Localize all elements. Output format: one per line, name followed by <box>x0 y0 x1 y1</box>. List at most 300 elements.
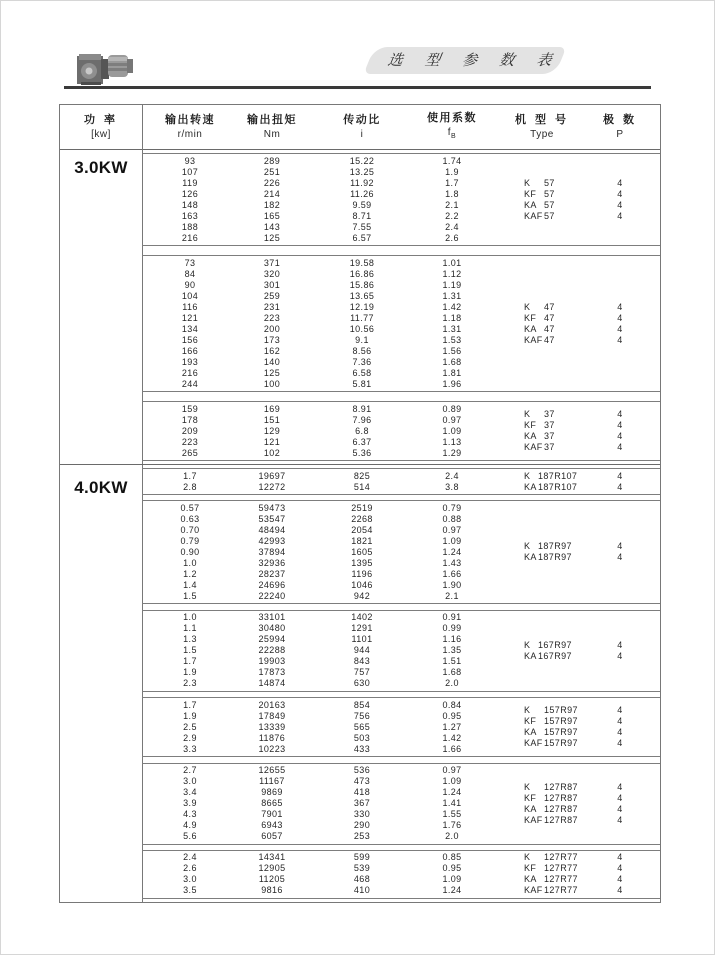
cell-service-factor: 0.88 <box>442 513 462 524</box>
poles-value: 4 <box>617 885 623 896</box>
cell-ratio: 6.37 <box>352 436 372 447</box>
cell-ratio: 1821 <box>351 535 373 546</box>
cell-torque: 22240 <box>258 590 286 601</box>
cell-ratio: 9.59 <box>352 199 372 210</box>
cell-speed: 1.1 <box>183 623 197 634</box>
model-row <box>486 431 660 442</box>
poles-value: 4 <box>617 716 623 727</box>
cell-ratio: 11.92 <box>350 177 374 188</box>
power-section <box>60 465 660 902</box>
cell-speed: 3.4 <box>183 787 197 798</box>
cell-speed: 148 <box>181 199 199 210</box>
model-type: KA 47 <box>524 323 555 334</box>
model-type: KAF157R97 <box>524 738 578 749</box>
data-group <box>142 850 660 899</box>
data-group <box>142 153 660 246</box>
cell-service-factor: 2.1 <box>445 199 459 210</box>
cell-ratio: 2268 <box>351 513 373 524</box>
cell-service-factor: 3.8 <box>445 481 459 492</box>
model-row <box>486 420 660 431</box>
cell-torque: 42993 <box>258 535 286 546</box>
model-type: KA167R97 <box>524 650 572 661</box>
cell-service-factor: 0.91 <box>442 612 462 623</box>
poles-value: 4 <box>617 481 623 492</box>
cell-speed: 119 <box>182 177 198 188</box>
cell-speed: 107 <box>181 166 199 177</box>
cell-torque: 12905 <box>258 863 286 874</box>
cell-torque: 226 <box>263 177 281 188</box>
cell-speed: 1.5 <box>183 645 197 656</box>
cell-ratio: 1196 <box>351 568 373 579</box>
cell-ratio: 15.22 <box>349 155 375 166</box>
poles-value: 4 <box>617 334 623 345</box>
gearmotor-photo <box>75 47 139 88</box>
model-row <box>486 409 660 420</box>
poles-value: 4 <box>617 409 623 419</box>
cell-ratio: 5.36 <box>352 447 372 458</box>
data-group <box>142 763 660 845</box>
cell-ratio: 5.81 <box>352 378 372 389</box>
model-row <box>486 313 660 324</box>
model-row <box>486 651 660 662</box>
cell-service-factor: 2.2 <box>445 210 459 221</box>
cell-speed: 156 <box>181 334 199 345</box>
cell-speed: 178 <box>181 414 199 425</box>
cell-service-factor: 1.68 <box>442 356 462 367</box>
cell-torque: 8665 <box>261 798 283 809</box>
cell-service-factor: 0.79 <box>442 502 462 513</box>
model-list <box>486 501 660 603</box>
cell-torque: 10223 <box>258 743 286 754</box>
cell-speed: 134 <box>181 323 199 334</box>
group-list <box>142 150 660 464</box>
cell-speed: 2.4 <box>183 852 197 863</box>
poles-value: 4 <box>617 781 623 792</box>
cell-torque: 12272 <box>258 481 286 492</box>
cell-torque: 48494 <box>258 524 286 535</box>
table-body <box>60 150 660 902</box>
cell-speed: 2.8 <box>183 481 197 492</box>
cell-ratio: 410 <box>353 885 371 896</box>
cell-ratio: 10.56 <box>349 323 375 334</box>
cell-torque: 24696 <box>258 579 286 590</box>
power-section <box>60 150 660 465</box>
cell-torque: 301 <box>263 279 281 290</box>
cell-speed: 265 <box>181 447 199 458</box>
cell-service-factor: 1.09 <box>442 776 462 787</box>
cell-service-factor: 1.13 <box>442 436 462 447</box>
header-model-type: 机 型 号 Type <box>514 113 570 140</box>
cell-ratio: 418 <box>353 787 371 798</box>
cell-speed: 2.3 <box>183 678 197 689</box>
cell-service-factor: 1.27 <box>442 721 462 732</box>
cell-speed: 0.63 <box>180 513 200 524</box>
cell-speed: 104 <box>181 290 199 301</box>
cell-ratio: 13.25 <box>349 166 375 177</box>
cell-service-factor: 0.95 <box>442 863 462 874</box>
cell-service-factor: 1.74 <box>442 155 462 166</box>
model-type: K 167R97 <box>524 639 572 650</box>
cell-ratio: 6.58 <box>352 367 372 378</box>
header-service-factor: 使用系数 $f_B$ <box>427 111 477 140</box>
cell-ratio: 468 <box>353 874 371 885</box>
model-type: KAF37 <box>524 442 555 452</box>
cell-speed: 4.3 <box>183 809 197 820</box>
cell-speed: 159 <box>181 403 199 414</box>
cell-ratio: 854 <box>353 699 371 710</box>
cell-ratio: 944 <box>353 645 371 656</box>
cell-speed: 209 <box>181 425 199 436</box>
cell-service-factor: 1.81 <box>442 367 462 378</box>
model-row <box>486 302 660 313</box>
model-type: KAF127R87 <box>524 814 578 825</box>
poles-value: 4 <box>617 863 623 874</box>
cell-service-factor: 2.6 <box>445 232 459 243</box>
model-row <box>486 852 660 863</box>
model-row <box>486 482 660 493</box>
cell-ratio: 756 <box>353 710 371 721</box>
poles-value: 4 <box>617 470 623 481</box>
poles-value: 4 <box>617 323 623 334</box>
cell-ratio: 1395 <box>351 557 373 568</box>
cell-speed: 93 <box>184 155 196 166</box>
cell-torque: 32936 <box>258 557 286 568</box>
cell-ratio: 503 <box>353 732 371 743</box>
cell-service-factor: 1.09 <box>442 874 462 885</box>
poles-value: 4 <box>617 312 623 323</box>
cell-torque: 259 <box>263 290 281 301</box>
cell-speed: 90 <box>184 279 196 290</box>
cell-service-factor: 1.29 <box>442 447 462 458</box>
model-row <box>486 863 660 874</box>
cell-torque: 9816 <box>261 885 283 896</box>
cell-ratio: 1046 <box>351 579 373 590</box>
cell-ratio: 290 <box>353 820 371 831</box>
cell-service-factor: 1.56 <box>442 345 462 356</box>
cell-torque: 371 <box>263 257 281 268</box>
cell-torque: 59473 <box>258 502 286 513</box>
cell-torque: 37894 <box>258 546 286 557</box>
page-title-banner <box>364 47 567 74</box>
cell-service-factor: 1.9 <box>445 166 459 177</box>
model-type: KF 47 <box>524 312 555 323</box>
cell-ratio: 15.86 <box>349 279 375 290</box>
cell-ratio: 13.65 <box>349 290 375 301</box>
cell-service-factor: 1.09 <box>442 425 462 436</box>
data-group <box>142 468 660 495</box>
cell-service-factor: 2.0 <box>445 678 459 689</box>
cell-service-factor: 1.96 <box>442 378 462 389</box>
data-group <box>142 255 660 392</box>
cell-torque: 129 <box>263 425 281 436</box>
cell-speed: 1.3 <box>183 634 197 645</box>
cell-ratio: 7.36 <box>352 356 372 367</box>
cell-ratio: 367 <box>353 798 371 809</box>
cell-ratio: 433 <box>353 743 371 754</box>
power-cell <box>60 150 142 464</box>
cell-speed: 216 <box>181 367 199 378</box>
cell-torque: 19903 <box>258 656 286 667</box>
cell-ratio: 825 <box>353 470 371 481</box>
cell-service-factor: 1.12 <box>442 268 462 279</box>
cell-torque: 14874 <box>258 678 286 689</box>
cell-service-factor: 0.97 <box>442 765 462 776</box>
cell-torque: 12655 <box>258 765 286 776</box>
model-row <box>486 793 660 804</box>
cell-torque: 102 <box>263 447 281 458</box>
poles-value: 4 <box>617 738 623 749</box>
cell-ratio: 12.19 <box>349 301 375 312</box>
cell-torque: 231 <box>263 301 281 312</box>
model-row <box>486 727 660 738</box>
cell-ratio: 565 <box>353 721 371 732</box>
model-row <box>486 442 660 453</box>
cell-service-factor: 2.1 <box>445 590 459 601</box>
cell-ratio: 1101 <box>351 634 373 645</box>
model-row <box>486 541 660 552</box>
model-type: KF 57 <box>524 188 555 199</box>
cell-speed: 3.9 <box>183 798 197 809</box>
cell-service-factor: 1.55 <box>442 809 462 820</box>
poles-value: 4 <box>617 210 623 221</box>
cell-speed: 244 <box>181 378 199 389</box>
cell-service-factor: 1.42 <box>442 301 462 312</box>
cell-torque: 13339 <box>258 721 286 732</box>
cell-torque: 7901 <box>261 809 283 820</box>
cell-torque: 151 <box>263 414 281 425</box>
cell-service-factor: 0.95 <box>442 710 462 721</box>
cell-ratio: 843 <box>353 656 371 667</box>
model-list <box>486 698 660 756</box>
cell-service-factor: 1.66 <box>442 568 462 579</box>
power-label: 3.0KW <box>74 158 128 177</box>
cell-ratio: 599 <box>353 852 371 863</box>
cell-torque: 22288 <box>258 645 286 656</box>
poles-value: 4 <box>617 188 623 199</box>
cell-service-factor: 0.99 <box>442 623 462 634</box>
cell-ratio: 473 <box>353 776 371 787</box>
poles-value: 4 <box>617 431 623 441</box>
cell-speed: 126 <box>181 188 199 199</box>
cell-service-factor: 1.19 <box>442 279 462 290</box>
cell-torque: 19697 <box>258 470 286 481</box>
cell-speed: 3.0 <box>183 874 197 885</box>
model-row <box>486 335 660 346</box>
model-type: KAF57 <box>524 210 555 221</box>
model-list <box>486 402 660 460</box>
cell-ratio: 7.55 <box>352 221 372 232</box>
cell-ratio: 6.57 <box>352 232 372 243</box>
cell-speed: 1.4 <box>183 579 197 590</box>
model-type: KA 37 <box>524 431 555 441</box>
cell-speed: 1.2 <box>183 568 197 579</box>
cell-speed: 2.7 <box>183 765 197 776</box>
cell-torque: 17849 <box>258 710 286 721</box>
power-cell <box>60 465 142 902</box>
poles-value: 4 <box>617 177 623 188</box>
cell-ratio: 330 <box>353 809 371 820</box>
model-list <box>486 851 660 898</box>
cell-service-factor: 1.68 <box>442 667 462 678</box>
cell-ratio: 2519 <box>351 502 373 513</box>
cell-speed: 223 <box>181 436 199 447</box>
data-group <box>142 401 660 461</box>
cell-speed: 1.7 <box>183 656 197 667</box>
cell-speed: 0.90 <box>180 546 200 557</box>
cell-service-factor: 1.24 <box>442 546 462 557</box>
cell-ratio: 11.77 <box>350 312 374 323</box>
header-output-speed: 输出转速 r/min <box>165 113 215 140</box>
poles-value: 4 <box>617 552 623 563</box>
model-type: KA 57 <box>524 199 555 210</box>
cell-torque: 6057 <box>261 831 283 842</box>
model-row <box>486 552 660 563</box>
cell-torque: 30480 <box>258 623 286 634</box>
model-type: K 127R87 <box>524 781 578 792</box>
page-title: 选 型 参 数 表 <box>385 52 566 69</box>
cell-ratio: 539 <box>353 863 371 874</box>
cell-torque: 169 <box>263 403 281 414</box>
cell-service-factor: 1.35 <box>442 645 462 656</box>
cell-ratio: 11.26 <box>350 188 374 199</box>
model-row <box>486 705 660 716</box>
cell-speed: 3.0 <box>183 776 197 787</box>
selection-parameter-table <box>59 104 661 903</box>
cell-torque: 223 <box>263 312 281 323</box>
model-row <box>486 471 660 482</box>
cell-speed: 0.57 <box>180 502 200 513</box>
cell-speed: 193 <box>181 356 199 367</box>
cell-service-factor: 1.7 <box>445 177 459 188</box>
poles-value: 4 <box>617 792 623 803</box>
cell-service-factor: 0.97 <box>442 524 462 535</box>
cell-ratio: 8.91 <box>352 403 372 414</box>
cell-speed: 1.7 <box>183 470 197 481</box>
cell-speed: 5.6 <box>183 831 197 842</box>
poles-value: 4 <box>617 705 623 716</box>
cell-torque: 289 <box>263 155 281 166</box>
model-type: K 157R97 <box>524 705 578 716</box>
model-list <box>486 611 660 691</box>
model-row <box>486 189 660 200</box>
cell-service-factor: 1.24 <box>442 885 462 896</box>
cell-service-factor: 1.18 <box>442 312 462 323</box>
cell-torque: 28237 <box>258 568 286 579</box>
cell-torque: 251 <box>263 166 281 177</box>
gearmotor-illustration <box>75 47 139 88</box>
model-type: K 37 <box>524 409 555 419</box>
cell-ratio: 8.71 <box>352 210 372 221</box>
cell-torque: 214 <box>263 188 281 199</box>
model-row <box>486 640 660 651</box>
poles-value: 4 <box>617 199 623 210</box>
model-type: K 47 <box>524 301 555 312</box>
power-label: 4.0KW <box>74 478 128 497</box>
cell-torque: 125 <box>263 232 281 243</box>
cell-torque: 165 <box>263 210 281 221</box>
cell-ratio: 514 <box>353 481 371 492</box>
cell-service-factor: 1.66 <box>442 743 462 754</box>
model-row <box>486 804 660 815</box>
cell-ratio: 536 <box>353 765 371 776</box>
model-row <box>486 874 660 885</box>
data-group <box>142 610 660 692</box>
cell-speed: 166 <box>181 345 199 356</box>
cell-ratio: 253 <box>353 831 371 842</box>
data-group <box>142 697 660 757</box>
cell-service-factor: 2.0 <box>445 831 459 842</box>
model-row <box>486 200 660 211</box>
table-header-row <box>60 105 660 150</box>
cell-speed: 4.9 <box>183 820 197 831</box>
cell-ratio: 942 <box>353 590 371 601</box>
model-type: KA 157R97 <box>524 727 578 738</box>
cell-speed: 121 <box>181 312 199 323</box>
cell-service-factor: 0.84 <box>442 699 462 710</box>
cell-torque: 20163 <box>258 699 286 710</box>
model-row <box>486 815 660 826</box>
model-row <box>486 716 660 727</box>
cell-torque: 143 <box>263 221 281 232</box>
cell-speed: 2.9 <box>183 732 197 743</box>
cell-ratio: 757 <box>353 667 371 678</box>
poles-value: 4 <box>617 814 623 825</box>
cell-service-factor: 0.89 <box>442 403 462 414</box>
model-list <box>486 256 660 391</box>
cell-speed: 73 <box>184 257 196 268</box>
model-type: KA 127R77 <box>524 874 578 885</box>
cell-torque: 100 <box>263 378 281 389</box>
cell-torque: 6943 <box>261 820 283 831</box>
cell-torque: 121 <box>263 436 281 447</box>
poles-value: 4 <box>617 803 623 814</box>
cell-service-factor: 2.4 <box>445 221 459 232</box>
cell-service-factor: 1.76 <box>442 820 462 831</box>
cell-torque: 125 <box>263 367 281 378</box>
cell-service-factor: 1.43 <box>442 557 462 568</box>
cell-ratio: 9.1 <box>355 334 369 345</box>
cell-service-factor: 1.24 <box>442 787 462 798</box>
cell-ratio: 1291 <box>351 623 373 634</box>
cell-service-factor: 1.41 <box>442 798 462 809</box>
cell-torque: 162 <box>263 345 281 356</box>
poles-value: 4 <box>617 420 623 430</box>
model-list <box>486 154 660 245</box>
cell-service-factor: 1.42 <box>442 732 462 743</box>
model-type: KA 127R87 <box>524 803 578 814</box>
model-row <box>486 211 660 222</box>
cell-ratio: 2054 <box>351 524 373 535</box>
model-type: KAF127R77 <box>524 885 578 896</box>
model-list <box>486 764 660 844</box>
cell-service-factor: 1.31 <box>442 290 462 301</box>
cell-speed: 0.79 <box>180 535 200 546</box>
cell-service-factor: 1.53 <box>442 334 462 345</box>
model-type: KF 127R87 <box>524 792 578 803</box>
cell-service-factor: 2.4 <box>445 470 459 481</box>
model-row <box>486 738 660 749</box>
model-row <box>486 885 660 896</box>
cell-torque: 53547 <box>258 513 286 524</box>
cell-speed: 1.9 <box>183 710 197 721</box>
header-ratio: 传动比 i <box>343 113 381 140</box>
header-rule <box>64 86 651 89</box>
model-type: KA187R107 <box>524 481 578 492</box>
cell-torque: 173 <box>263 334 281 345</box>
poles-value: 4 <box>617 442 623 452</box>
model-type: K 127R77 <box>524 852 578 863</box>
cell-speed: 84 <box>184 268 196 279</box>
